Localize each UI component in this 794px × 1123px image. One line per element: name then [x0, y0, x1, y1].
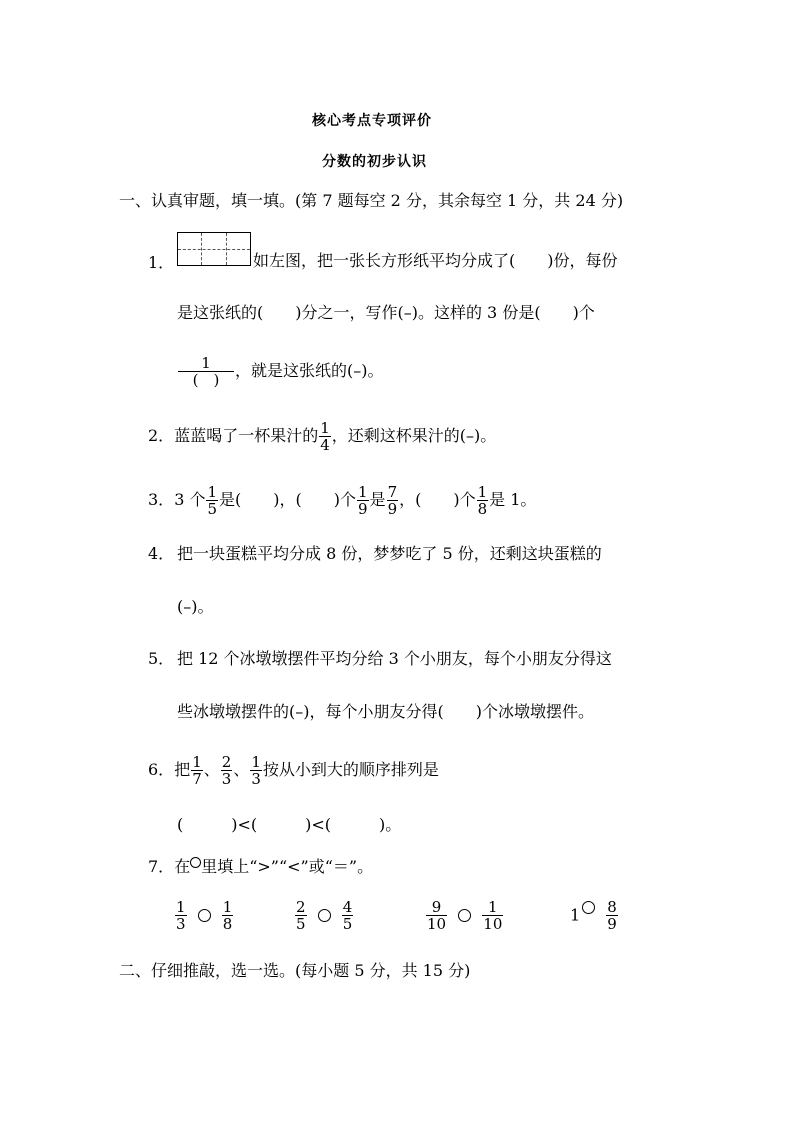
- fraction-numerator: 1: [176, 898, 186, 916]
- question-3-number: 3．: [148, 490, 175, 509]
- fraction-numerator: 1: [320, 419, 330, 437]
- rectangle-diagram: [177, 232, 251, 266]
- question-3-text: 是( )，( )个: [219, 490, 356, 509]
- fraction: [178, 355, 234, 388]
- fraction-denominator: 10: [483, 915, 503, 933]
- fraction: [387, 484, 399, 517]
- question-5-line-1: 把 12 个冰墩墩摆件平均分给 3 个小朋友，每个小朋友分得这: [177, 649, 612, 668]
- question-4-number: 4．: [148, 544, 175, 563]
- fraction-denominator: 4: [320, 436, 330, 454]
- compare-circle[interactable]: [582, 901, 595, 914]
- question-1-line-3-text: ，就是这张纸的(–)。: [235, 361, 384, 380]
- fraction-numerator: 1: [207, 483, 218, 501]
- question-2-text-end: ，还剩这杯果汁的(–)。: [331, 426, 497, 445]
- compare-circle[interactable]: [318, 909, 331, 922]
- compare-circle[interactable]: [458, 909, 471, 922]
- comparison-2: [294, 899, 354, 932]
- fraction: [482, 899, 503, 932]
- comparison-1: [174, 899, 234, 932]
- question-6-text-end: 按从小到大的顺序排列是: [262, 760, 439, 779]
- section-2-heading: 二、仔细推敲，选一选。(每小题 5 分，共 15 分): [119, 961, 471, 980]
- question-3-text-end: 是 1。: [489, 490, 537, 509]
- question-4-line-2: (–)。: [177, 597, 214, 616]
- whole-number: 1: [570, 905, 581, 925]
- fraction: [426, 899, 447, 932]
- fraction-denominator: ( ): [192, 371, 220, 389]
- question-3-text: ，( )个: [399, 490, 476, 509]
- fraction-denominator: 3: [176, 915, 186, 933]
- separator: 、: [203, 760, 220, 779]
- fraction-denominator: 10: [427, 915, 447, 933]
- question-7: [148, 857, 373, 877]
- question-1-line-3: [177, 355, 384, 388]
- fraction-numerator: 2: [296, 898, 306, 916]
- fraction-numerator: 4: [342, 898, 353, 916]
- fraction-numerator: 1: [178, 355, 234, 372]
- fraction-denominator: 8: [477, 500, 488, 518]
- fraction-denominator: 9: [358, 500, 368, 518]
- fraction-denominator: 9: [387, 500, 398, 518]
- fraction-numerator: 1: [482, 899, 503, 916]
- fraction-denominator: 5: [342, 915, 353, 933]
- page-title: 核心考点专项评价: [312, 113, 432, 129]
- fraction-denominator: 7: [192, 770, 202, 788]
- fraction-numerator: 7: [387, 483, 398, 501]
- fraction: [206, 484, 218, 517]
- fraction-numerator: 2: [221, 753, 232, 771]
- fraction: [477, 484, 489, 517]
- question-7-text: 在: [174, 857, 191, 876]
- fraction-denominator: 5: [207, 500, 218, 518]
- fraction: [357, 484, 369, 517]
- question-7-text-end: 里填上“>”“<”或“＝”。: [201, 857, 374, 876]
- circle-icon: [190, 857, 201, 868]
- fraction: [342, 899, 354, 932]
- separator: 、: [233, 760, 250, 779]
- question-5-line-2: 些冰墩墩摆件的(–)，每个小朋友分得( )个冰墩墩摆件。: [177, 702, 594, 721]
- fraction: [175, 899, 187, 932]
- question-2-text: 蓝蓝喝了一杯果汁的: [174, 426, 319, 445]
- fraction-denominator: 5: [296, 915, 306, 933]
- fraction-numerator: 1: [358, 483, 368, 501]
- fraction-denominator: 3: [251, 770, 261, 788]
- question-4-line-1: 把一块蛋糕平均分成 8 份，梦梦吃了 5 份，还剩这块蛋糕的: [177, 544, 602, 563]
- fraction: [221, 754, 233, 787]
- question-6-text: 把: [174, 760, 191, 779]
- fraction-numerator: 1: [192, 753, 202, 771]
- fraction-numerator: 9: [426, 899, 447, 916]
- fraction-denominator: 3: [221, 770, 232, 788]
- fraction-denominator: 9: [607, 915, 617, 933]
- section-1-heading: 一、认真审题，填一填。(第 7 题每空 2 分，其余每空 1 分，共 24 分): [119, 191, 624, 210]
- question-1-line-1: 如左图，把一张长方形纸平均分成了( )份，每份: [253, 251, 618, 270]
- fraction-numerator: 1: [251, 753, 261, 771]
- fraction: [191, 754, 203, 787]
- question-3-text: 3 个: [174, 490, 206, 509]
- question-1-line-2: 是这张纸的( )分之一，写作(–)。这样的 3 份是( )个: [177, 303, 595, 322]
- comparison-4: [570, 899, 619, 932]
- question-2-number: 2．: [148, 426, 175, 445]
- question-7-number: 7．: [148, 857, 175, 876]
- question-6: [148, 754, 439, 787]
- question-6-answer-line: ( )<( )<( )。: [177, 815, 402, 834]
- fraction: [250, 754, 262, 787]
- question-5-number: 5．: [148, 649, 175, 668]
- fraction-numerator: 1: [222, 898, 233, 916]
- comparison-3: [425, 899, 504, 932]
- fraction: [606, 899, 618, 932]
- page-subtitle: 分数的初步认识: [322, 154, 427, 170]
- question-2: [148, 420, 496, 453]
- compare-circle[interactable]: [198, 909, 211, 922]
- question-3: [148, 484, 536, 517]
- fraction-denominator: 8: [222, 915, 233, 933]
- question-6-number: 6．: [148, 760, 175, 779]
- fraction: [319, 420, 331, 453]
- fraction: [295, 899, 307, 932]
- question-1-number: 1．: [148, 253, 175, 272]
- fraction-numerator: 1: [477, 483, 488, 501]
- fraction-numerator: 8: [607, 898, 617, 916]
- question-3-text: 是: [369, 490, 386, 509]
- fraction: [222, 899, 234, 932]
